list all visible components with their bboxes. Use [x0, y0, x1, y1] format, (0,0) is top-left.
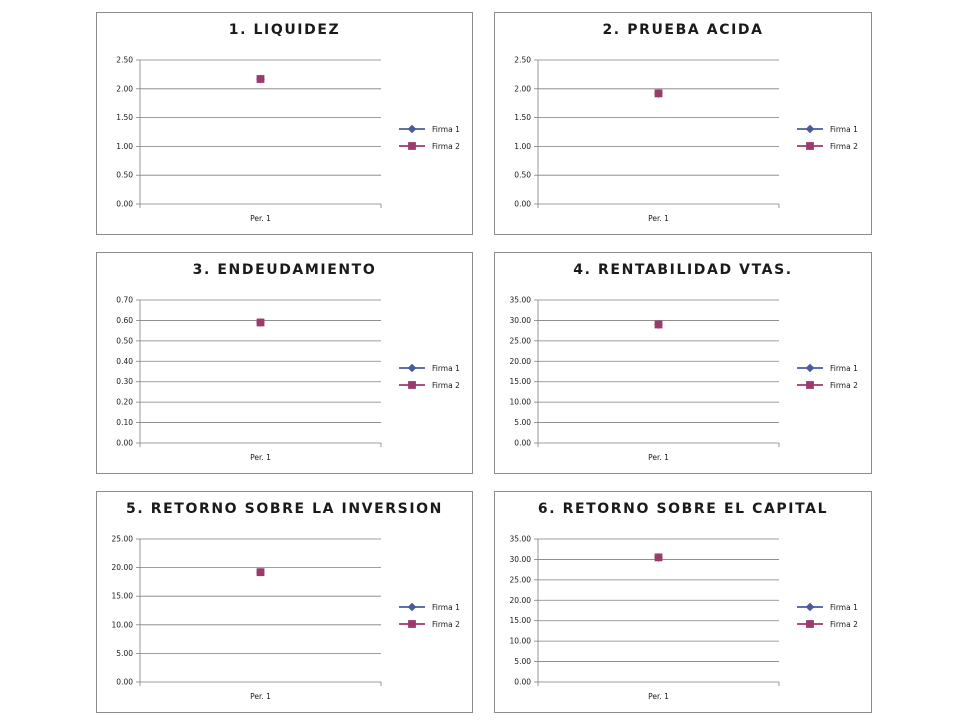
data-point — [257, 76, 264, 83]
y-tick-label: 35.00 — [509, 295, 531, 305]
y-tick-label: 25.00 — [509, 336, 531, 346]
legend-label: Firma 1 — [432, 125, 460, 134]
chart-title: 2. PRUEBA ACIDA — [602, 22, 764, 38]
chart-plot — [97, 253, 474, 475]
y-tick-label: 1.00 — [514, 141, 531, 151]
y-tick-label: 10.00 — [111, 620, 133, 630]
chart-plot — [495, 253, 873, 475]
y-tick-label: 25.00 — [509, 575, 531, 585]
y-tick-label: 5.00 — [514, 418, 531, 428]
y-tick-label: 2.50 — [116, 55, 133, 65]
legend-marker — [408, 603, 415, 610]
chart-plot — [97, 492, 474, 714]
chart-title: 4. RENTABILIDAD VTAS. — [573, 262, 793, 278]
legend-marker — [807, 621, 814, 628]
y-tick-label: 2.00 — [514, 84, 531, 94]
y-tick-label: 15.00 — [509, 616, 531, 626]
legend-marker — [806, 603, 813, 610]
legend-marker — [807, 143, 814, 150]
data-point — [257, 319, 264, 326]
legend-label: Firma 1 — [830, 364, 858, 373]
legend-label: Firma 1 — [830, 125, 858, 134]
chart-plot — [495, 13, 873, 236]
y-tick-label: 20.00 — [111, 563, 133, 573]
y-tick-label: 1.00 — [116, 141, 133, 151]
legend-label: Firma 2 — [432, 620, 460, 629]
y-tick-label: 0.00 — [116, 438, 133, 448]
chart-panel-endeudamiento — [96, 252, 473, 474]
x-tick-label: Per. 1 — [250, 692, 271, 701]
y-tick-label: 1.50 — [514, 113, 531, 123]
y-tick-label: 5.00 — [514, 657, 531, 667]
data-point — [655, 321, 662, 328]
y-tick-label: 0.50 — [116, 336, 133, 346]
y-tick-label: 30.00 — [509, 315, 531, 325]
chart-panel-liquidez — [96, 12, 473, 235]
y-tick-label: 30.00 — [509, 554, 531, 564]
legend-marker — [408, 125, 415, 132]
legend-marker — [806, 364, 813, 371]
y-tick-label: 0.10 — [116, 418, 133, 428]
data-point — [655, 554, 662, 561]
chart-plot — [495, 492, 873, 714]
legend-label: Firma 1 — [830, 603, 858, 612]
legend-label: Firma 2 — [432, 142, 460, 151]
legend-label: Firma 2 — [432, 381, 460, 390]
y-tick-label: 0.00 — [116, 677, 133, 687]
y-tick-label: 0.00 — [116, 199, 133, 209]
x-tick-label: Per. 1 — [250, 214, 271, 223]
legend-marker — [409, 382, 416, 389]
chart-title: 1. LIQUIDEZ — [228, 22, 341, 38]
x-tick-label: Per. 1 — [648, 214, 669, 223]
chart-panel-retorno-inversion — [96, 491, 473, 713]
legend-marker — [807, 382, 814, 389]
chart-title: 5. RETORNO SOBRE LA INVERSION — [126, 501, 443, 517]
y-tick-label: 0.00 — [514, 199, 531, 209]
legend-label: Firma 2 — [830, 381, 858, 390]
y-tick-label: 2.50 — [514, 55, 531, 65]
y-tick-label: 20.00 — [509, 356, 531, 366]
data-point — [257, 569, 264, 576]
legend-marker — [806, 125, 813, 132]
y-tick-label: 0.50 — [116, 170, 133, 180]
y-tick-label: 0.50 — [514, 170, 531, 180]
y-tick-label: 0.60 — [116, 315, 133, 325]
y-tick-label: 0.00 — [514, 438, 531, 448]
chart-plot — [97, 13, 474, 236]
y-tick-label: 25.00 — [111, 534, 133, 544]
data-point — [655, 90, 662, 97]
chart-panel-rentabilidad-vtas — [494, 252, 872, 474]
legend-label: Firma 1 — [432, 603, 460, 612]
legend-marker — [409, 621, 416, 628]
y-tick-label: 20.00 — [509, 595, 531, 605]
x-tick-label: Per. 1 — [648, 453, 669, 462]
legend-marker — [408, 364, 415, 371]
chart-panel-retorno-capital — [494, 491, 872, 713]
legend-label: Firma 2 — [830, 620, 858, 629]
y-tick-label: 15.00 — [509, 377, 531, 387]
x-tick-label: Per. 1 — [250, 453, 271, 462]
chart-title: 3. ENDEUDAMIENTO — [192, 262, 377, 278]
legend-marker — [409, 143, 416, 150]
y-tick-label: 0.30 — [116, 377, 133, 387]
y-tick-label: 0.20 — [116, 397, 133, 407]
legend-label: Firma 1 — [432, 364, 460, 373]
y-tick-label: 0.00 — [514, 677, 531, 687]
y-tick-label: 10.00 — [509, 636, 531, 646]
y-tick-label: 2.00 — [116, 84, 133, 94]
y-tick-label: 0.70 — [116, 295, 133, 305]
legend-label: Firma 2 — [830, 142, 858, 151]
chart-panel-prueba-acida — [494, 12, 872, 235]
chart-title: 6. RETORNO SOBRE EL CAPITAL — [537, 501, 829, 517]
y-tick-label: 15.00 — [111, 591, 133, 601]
y-tick-label: 1.50 — [116, 113, 133, 123]
y-tick-label: 10.00 — [509, 397, 531, 407]
y-tick-label: 0.40 — [116, 356, 133, 366]
x-tick-label: Per. 1 — [648, 692, 669, 701]
y-tick-label: 35.00 — [509, 534, 531, 544]
y-tick-label: 5.00 — [116, 648, 133, 658]
